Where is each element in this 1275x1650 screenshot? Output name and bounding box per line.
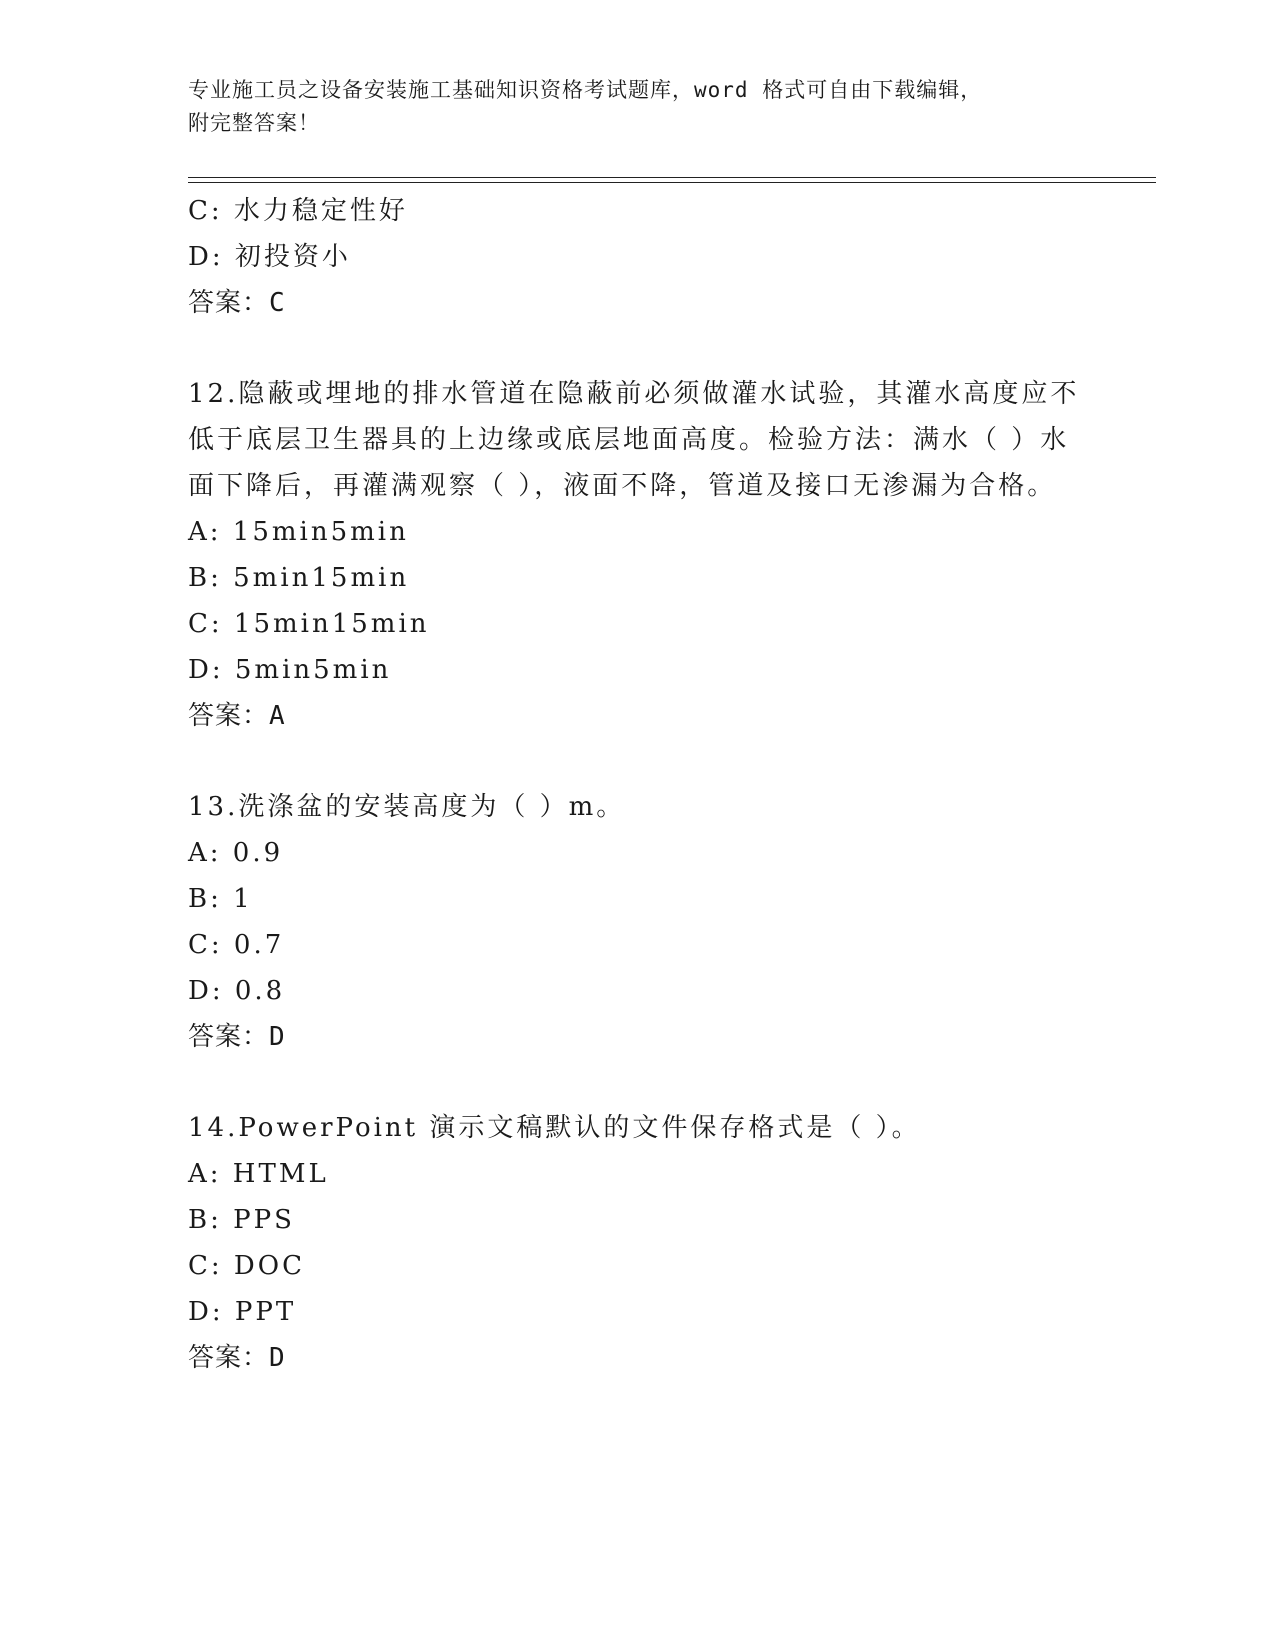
question-stem-line-3: 面下降后，再灌满观察（ ），液面不降，管道及接口无渗漏为合格。 — [188, 471, 1057, 501]
question-spacer — [188, 326, 1088, 371]
header-divider-top — [188, 177, 1156, 178]
question-stem: 14.PowerPoint 演示文稿默认的文件保存格式是（ ）。 — [188, 1113, 921, 1143]
option-c: C: DOC — [188, 1251, 305, 1281]
answer-line: 答案：D — [188, 1022, 286, 1052]
option-d: D: 0.8 — [188, 976, 286, 1006]
question-spacer — [188, 1060, 1088, 1105]
question-stem: 13.洗涤盆的安装高度为（ ）m。 — [188, 792, 626, 822]
option-c: C: 0.7 — [188, 930, 285, 960]
option-b: B: 1 — [188, 884, 253, 914]
question-spacer — [188, 739, 1088, 784]
answer-line: 答案：A — [188, 701, 286, 731]
header-divider-bottom — [188, 182, 1156, 183]
question-13 — [188, 784, 1088, 1060]
question-11-tail — [188, 188, 1088, 326]
question-12 — [188, 371, 1088, 739]
option-b: B: PPS — [188, 1205, 295, 1235]
option-d: D: 初投资小 — [188, 242, 351, 272]
header-title-line-1: 专业施工员之设备安装施工基础知识资格考试题库，word 格式可自由下载编辑， — [188, 78, 983, 102]
option-a: A: 0.9 — [188, 838, 284, 868]
option-b: B: 5min15min — [188, 563, 410, 593]
question-stem-line-1: 12.隐蔽或埋地的排水管道在隐蔽前必须做灌水试验，其灌水高度应不 — [188, 379, 1080, 409]
header-title-line-2: 附完整答案！ — [188, 111, 320, 135]
answer-line: 答案：D — [188, 1343, 286, 1373]
option-c: C: 水力稳定性好 — [188, 196, 408, 226]
question-14 — [188, 1105, 1088, 1381]
option-d: D: PPT — [188, 1297, 297, 1327]
option-a: A: HTML — [188, 1159, 329, 1189]
question-stem-line-2: 低于底层卫生器具的上边缘或底层地面高度。检验方法：满水（ ）水 — [188, 425, 1070, 455]
option-d: D: 5min5min — [188, 655, 392, 685]
option-c: C: 15min15min — [188, 609, 430, 639]
question-list — [188, 188, 1088, 1381]
option-a: A: 15min5min — [188, 517, 409, 547]
document-header — [188, 74, 1068, 140]
answer-line: 答案：C — [188, 288, 286, 318]
